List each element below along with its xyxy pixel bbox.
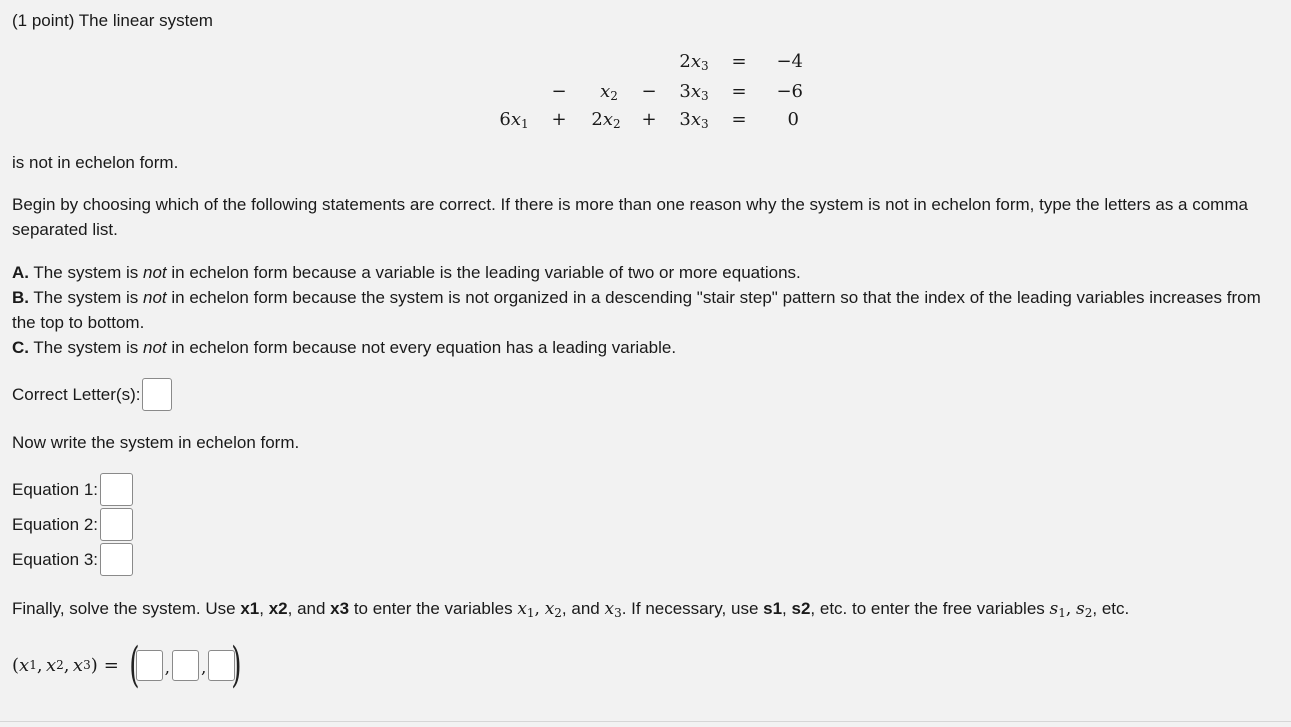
row2-op2: − [641,81,657,102]
points-label: (1 point) [12,11,75,30]
option-c-letter: C. [12,338,29,357]
option-b: B. The system is not in echelon form because the system is not organized in a descending "stair step" pattern so that the index of the leading variables increases from the top to bottom. [12,288,1261,332]
row3-op2: + [641,109,657,130]
equation-1-input[interactable] [100,473,133,506]
instructions-text: Begin by choosing which of the following statements are correct. If there is more than one reason why the system is not in echelon form, type the letters as a comma separated list. [12,195,1248,239]
solution-lhs-close: ) [90,654,98,676]
row1-equals: = [731,51,747,72]
not-echelon-text: is not in echelon form. [12,153,179,172]
equation-2-input[interactable] [100,508,133,541]
row2-op1: − [551,81,567,102]
solution-x1-input[interactable] [136,650,163,681]
solution-tuple: ( x 1 , x 2 , x 3 ) = ( , , ) [12,637,242,693]
equation-2-label: Equation 2: [12,514,99,534]
option-a-letter: A. [12,263,29,282]
solution-lhs-open: ( [12,654,20,676]
solution-close-paren: ) [231,637,242,693]
row2-term2: $x_2$ [600,81,618,103]
equation-3-label: Equation 3: [12,549,99,569]
correct-letters-row [12,378,172,411]
correct-letters-input[interactable] [142,378,172,411]
row2-term3: $3x_3$ [679,81,709,103]
equation-3-input[interactable] [100,543,133,576]
intro-text: The linear system [78,11,213,30]
solution-comma-1: , [164,658,170,678]
row3-term2: $2x_2$ [591,109,621,131]
equation-1-label: Equation 1: [12,479,99,499]
solution-open-paren: ( [129,637,140,693]
row3-equals: = [731,109,747,130]
solve-instructions: Finally, solve the system. Use x1, x2, and x3 to enter the variables $x_1$, $x_2$, and $x_3$. If necessary, use s1, s2, etc. to enter the free variables $s_1$, $s_2$, etc. [12,599,1130,620]
row1-term3: $2x_3$ [679,51,709,73]
option-b-letter: B. [12,288,29,307]
row2-rhs: −6 [776,81,803,102]
equation-3-row [12,543,133,576]
row3-term1: $6x_1$ [499,109,529,131]
option-c: C. The system is not in echelon form because not every equation has a leading variable. [12,338,677,357]
solution-x2-input[interactable] [172,650,199,681]
echelon-prompt: Now write the system in echelon form. [12,433,300,452]
equation-2-row [12,508,133,541]
row3-rhs: 0 [787,109,799,130]
row3-term3: $3x_3$ [679,109,709,131]
row2-equals: = [731,81,747,102]
problem-intro [12,8,213,33]
row1-rhs: −4 [776,51,803,72]
equation-1-row [12,473,133,506]
solution-equals: = [103,654,119,676]
correct-letters-label: Correct Letter(s): [12,384,141,404]
option-a: A. The system is not in echelon form because a variable is the leading variable of two or more equations. [12,263,801,282]
solution-comma-2: , [200,658,207,678]
linear-system [0,48,1291,138]
row3-op1: + [551,109,567,130]
